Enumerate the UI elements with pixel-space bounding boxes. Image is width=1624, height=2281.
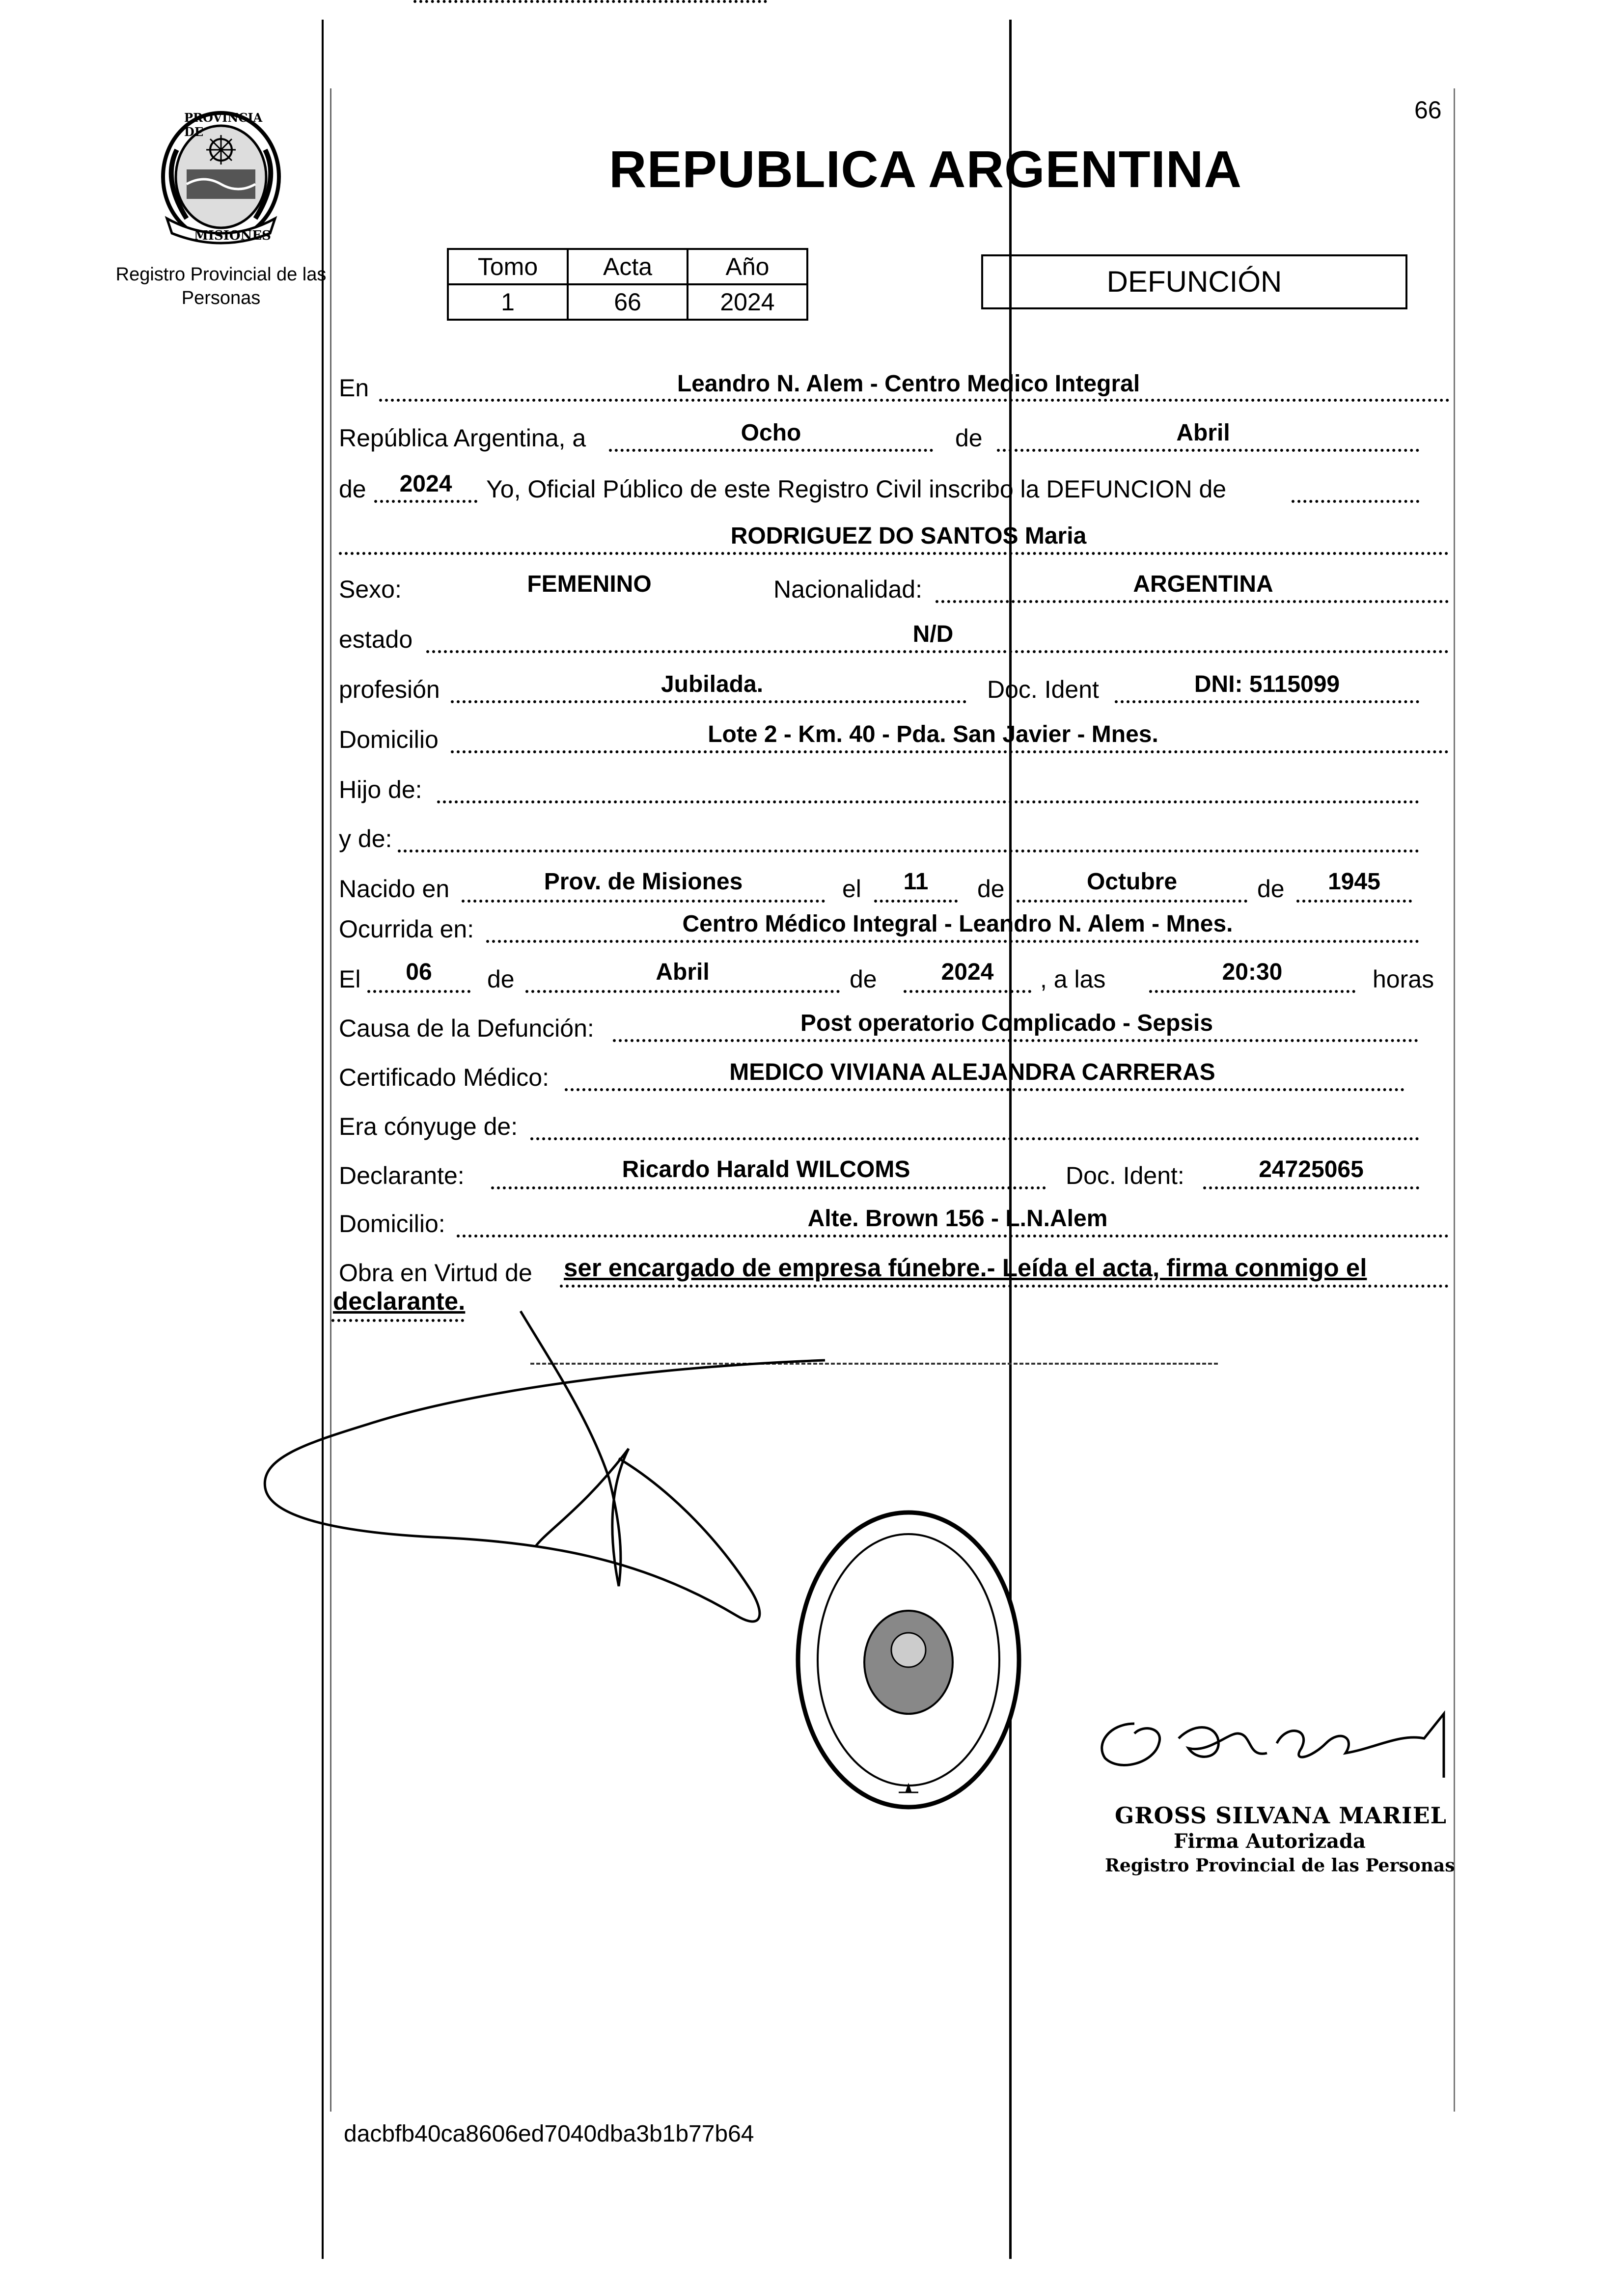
nacido-mes-dotted-line [1017, 900, 1247, 903]
domicilio-value: Lote 2 - Km. 40 - Pda. San Javier - Mnes. [708, 721, 1158, 747]
document-type-box: DEFUNCIÓN [981, 254, 1407, 309]
table-row [448, 284, 807, 320]
ocurrida-label: Ocurrida en: [339, 915, 474, 943]
table-header-acta: Acta [568, 249, 688, 284]
signatory-role: Firma Autorizada [1174, 1830, 1366, 1853]
de2-label: de [339, 475, 366, 503]
en-value: Leandro N. Alem - Centro Medico Integral [677, 371, 1140, 397]
nacido-mes: Octubre [1086, 869, 1178, 895]
yo-dotted-line [1292, 500, 1419, 503]
yde-label: y de: [339, 825, 392, 852]
left-margin-line [322, 20, 324, 2259]
docident-label: Doc. Ident [987, 676, 1099, 703]
certificado-value: MEDICO VIVIANA ALEJANDRA CARRERAS [729, 1059, 1215, 1085]
decl-doc-label: Doc. Ident: [1066, 1162, 1184, 1189]
nacionalidad-label: Nacionalidad: [773, 576, 922, 603]
certificado-dotted-line [565, 1088, 1404, 1091]
yo-text: Yo, Oficial Público de este Registro Civil inscribo la DEFUNCION de [486, 475, 1227, 503]
yde-dotted-line [398, 850, 1419, 852]
anio-value: 2024 [399, 471, 452, 497]
table-cell-anio: 2024 [688, 284, 807, 320]
left-margin-line-inner [330, 88, 331, 2112]
ocurrida-value: Centro Médico Integral - Leandro N. Alem - Mnes. [682, 911, 1233, 937]
table-cell-acta: 66 [568, 284, 688, 320]
emblem-top-text: PROVINCIA DE [184, 110, 263, 139]
nacido-value: Prov. de Misiones [544, 869, 743, 895]
decl-doc-dotted-line [1203, 1186, 1419, 1189]
horas-label: horas [1373, 965, 1434, 993]
en-label: En [339, 374, 369, 402]
declarante-value: Ricardo Harald WILCOMS [622, 1156, 910, 1182]
republica-label: República Argentina, a [339, 424, 586, 452]
docident-value: DNI: 5115099 [1194, 671, 1340, 697]
nombre-dotted-line [339, 552, 1449, 555]
mes-value: Abril [1176, 420, 1230, 446]
profesion-dotted-line [451, 700, 966, 703]
table-cell-tomo: 1 [448, 284, 568, 320]
province-emblem [157, 106, 285, 248]
nacionalidad-dotted-line [936, 600, 1449, 603]
nacido-dia: 11 [903, 869, 929, 895]
certificado-label: Certificado Médico: [339, 1064, 549, 1091]
hijo-label: Hijo de: [339, 776, 422, 803]
domicilio-label: Domicilio [339, 726, 439, 753]
conyuge-label: Era cónyuge de: [339, 1113, 518, 1140]
table-header-row [448, 249, 807, 284]
signatory-name: GROSS SILVANA MARIEL [1115, 1802, 1447, 1829]
sexo-value: FEMENINO [527, 571, 652, 597]
estado-label: estado [339, 626, 413, 653]
domicilio2-value: Alte. Brown 156 - L.N.Alem [807, 1206, 1108, 1232]
falle-dia-dotted-line [367, 990, 470, 993]
falle-de1-label: de [487, 965, 515, 993]
emblem-bottom-text: MISIONES [194, 228, 271, 243]
profesion-value: Jubilada. [661, 671, 764, 697]
docident-dotted-line [1115, 700, 1419, 703]
el2-label: El [339, 965, 361, 993]
ocurrida-dotted-line [486, 940, 1419, 943]
nacido-dotted-line [462, 900, 825, 903]
profesion-label: profesión [339, 676, 440, 703]
mes-dotted-line [997, 449, 1419, 452]
official-seal [786, 1503, 1031, 1817]
domicilio-dotted-line [451, 750, 1449, 753]
page-title: REPUBLICA ARGENTINA [609, 140, 1242, 198]
en-dotted-line [379, 399, 1450, 402]
nacido-label: Nacido en [339, 875, 450, 903]
domicilio2-dotted-line [457, 1235, 1449, 1237]
dia-value: Ocho [741, 420, 801, 446]
falle-anio: 2024 [941, 959, 994, 985]
declarante-dotted-line [491, 1186, 1046, 1189]
sexo-label: Sexo: [339, 576, 402, 603]
registry-caption: Registro Provincial de las Personas [115, 264, 327, 308]
causa-value: Post operatorio Complicado - Sepsis [800, 1010, 1213, 1036]
de1-label: de [955, 424, 983, 452]
tomo-acta-anio-table [447, 248, 808, 321]
signatory-office: Registro Provincial de las Personas [1105, 1855, 1455, 1876]
el-label: el [842, 875, 861, 903]
estado-dotted-line [426, 650, 1449, 653]
falle-de2-label: de [850, 965, 877, 993]
estado-value: N/D [912, 621, 954, 647]
falle-hora-dotted-line [1149, 990, 1355, 993]
deceased-name: RODRIGUEZ DO SANTOS Maria [730, 523, 1087, 549]
obra-value-line-2: declarante. [333, 1287, 466, 1315]
registry-seal-icon [786, 1503, 1031, 1817]
nacido-anio-dotted-line [1296, 900, 1412, 903]
falle-anio-dotted-line [904, 990, 1031, 993]
falle-mes-dotted-line [525, 990, 840, 993]
table-header-anio: Año [688, 249, 807, 284]
obra-value-line-1: ser encargado de empresa fúnebre.- Leída el acta, firma conmigo el [564, 1254, 1367, 1282]
decl-doc-value: 24725065 [1259, 1156, 1364, 1182]
anio-dotted-line [374, 500, 477, 503]
falle-mes: Abril [656, 959, 710, 985]
domicilio2-label: Domicilio: [339, 1210, 445, 1237]
causa-label: Causa de la Defunción: [339, 1015, 594, 1042]
hijo-dotted-line [437, 800, 1419, 803]
nacido-dia-dotted-line [874, 900, 958, 903]
page-number: 66 [1414, 96, 1442, 124]
nacido-anio: 1945 [1328, 869, 1380, 895]
nacido-de2-label: de [1257, 875, 1285, 903]
falle-hora: 20:30 [1222, 959, 1283, 985]
table-header-tomo: Tomo [448, 249, 568, 284]
obra-dotted-line [560, 1285, 1449, 1288]
alas-label: , a las [1040, 965, 1106, 993]
declarante-label: Declarante: [339, 1162, 465, 1189]
obra-label: Obra en Virtud de [339, 1259, 532, 1287]
nacionalidad-value: ARGENTINA [1133, 571, 1273, 597]
nacido-de1-label: de [977, 875, 1005, 903]
document-hash: dacbfb40ca8606ed7040dba3b1b77b64 [344, 2121, 754, 2147]
right-margin-line [1454, 88, 1455, 2112]
dia-dotted-line [609, 449, 933, 452]
falle-dia: 06 [406, 959, 432, 985]
authorized-signature-icon [1080, 1704, 1454, 1783]
conyuge-dotted-line [530, 1137, 1419, 1140]
sexo-dotted-line [413, 0, 767, 3]
causa-dotted-line [613, 1039, 1418, 1042]
